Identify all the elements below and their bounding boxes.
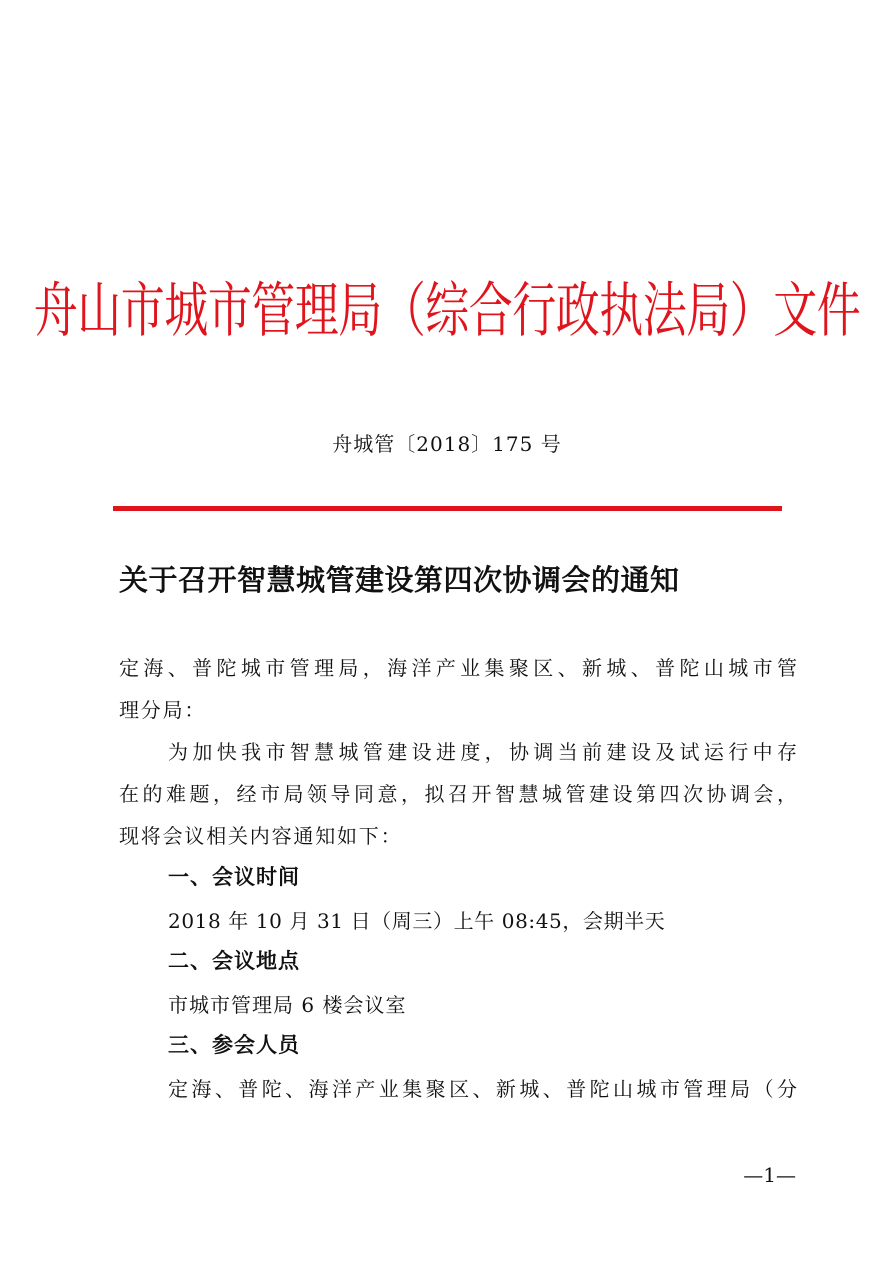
intro-line-3: 现将会议相关内容通知如下： [119,824,403,848]
recipients-line-2: 理分局： [119,698,207,722]
section-content-meeting-time: 2018 年 10 月 31 日（周三）上午 08:45，会期半天 [168,909,666,933]
section-heading-meeting-place: 二、会议地点 [168,949,300,973]
red-divider-line [113,506,782,511]
page-number: —1— [743,1163,796,1187]
document-number: 舟城管〔2018〕175 号 [332,432,562,456]
section-heading-attendees: 三、参会人员 [168,1033,300,1057]
section-content-attendees: 定海、普陀、海洋产业集聚区、新城、普陀山城市管理局（分 [168,1077,797,1101]
intro-line-2: 在的难题，经市局领导同意，拟召开智慧城管建设第四次协调会， [119,782,797,806]
section-heading-meeting-time: 一、会议时间 [168,865,300,889]
recipients-line-1: 定海、普陀城市管理局，海洋产业集聚区、新城、普陀山城市管 [119,656,797,680]
document-header-title: 舟山市城市管理局（综合行政执法局）文件 [33,276,861,346]
intro-line-1: 为加快我市智慧城管建设进度，协调当前建设及试运行中存 [168,740,797,764]
notice-title: 关于召开智慧城管建设第四次协调会的通知 [119,563,680,597]
section-content-meeting-place: 市城市管理局 6 楼会议室 [168,993,407,1017]
